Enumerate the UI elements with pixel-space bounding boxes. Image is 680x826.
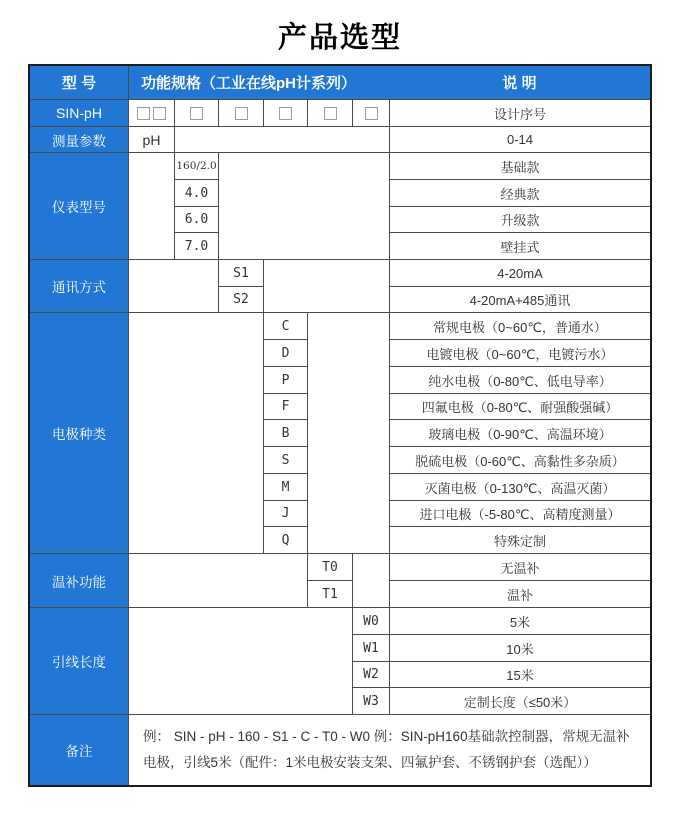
- desc-cell: 升级款: [389, 206, 650, 232]
- serial-checkbox-cell: [218, 99, 263, 126]
- code-cell: 6.0: [174, 206, 218, 232]
- empty-cell: [218, 152, 389, 259]
- checkbox-icon: [190, 107, 203, 120]
- desc-cell: 4-20mA+485通讯: [389, 286, 650, 312]
- desc-cell: 进口电极（-5-80℃、高精度测量）: [389, 500, 650, 526]
- section-label-param: 测量参数: [30, 126, 128, 152]
- section-label-comm: 通讯方式: [30, 259, 128, 312]
- code-cell: M: [263, 473, 307, 500]
- empty-cell: [128, 259, 218, 312]
- section-label-temp: 温补功能: [30, 553, 128, 607]
- code-cell: 4.0: [174, 179, 218, 206]
- empty-cell: [128, 607, 352, 714]
- desc-cell: 定制长度（≤50米）: [389, 687, 650, 714]
- code-cell: Q: [263, 526, 307, 553]
- checkbox-icon: [137, 107, 150, 120]
- desc-cell: 4-20mA: [389, 259, 650, 286]
- note-text-cell: [128, 714, 650, 785]
- desc-cell: 壁挂式: [389, 232, 650, 259]
- note-line-2: 电极，引线5米（配件：1米电极安装支架、四氟护套、不锈钢护套（选配））: [143, 755, 597, 770]
- code-cell: W1: [352, 634, 389, 661]
- serial-checkbox-cell: [352, 99, 389, 126]
- code-cell: S2: [218, 286, 263, 312]
- checkbox-icon: [365, 107, 378, 120]
- code-cell: W0: [352, 607, 389, 634]
- code-cell: C: [263, 312, 307, 339]
- empty-cell: [307, 312, 389, 553]
- desc-cell: 0-14: [389, 126, 650, 152]
- code-cell: 7.0: [174, 232, 218, 259]
- empty-cell: [174, 126, 389, 152]
- code-cell: T1: [307, 580, 352, 607]
- desc-cell: 常规电极（0~60℃，普通水）: [389, 312, 650, 339]
- desc-cell: 玻璃电极（0-90℃、高温环境）: [389, 419, 650, 446]
- section-label-electrode: 电极种类: [30, 312, 128, 553]
- desc-cell: 15米: [389, 661, 650, 687]
- desc-cell: 5米: [389, 607, 650, 634]
- desc-cell: 经典款: [389, 179, 650, 206]
- desc-cell: 10米: [389, 634, 650, 661]
- checkbox-icon: [324, 107, 337, 120]
- empty-cell: [128, 152, 174, 259]
- param-value: pH: [128, 126, 174, 152]
- code-cell: S1: [218, 259, 263, 286]
- desc-cell: 基础款: [389, 152, 650, 179]
- code-cell: J: [263, 500, 307, 526]
- model-name: SIN-pH: [30, 99, 128, 126]
- desc-cell: 温补: [389, 580, 650, 607]
- serial-checkbox-cell: [128, 99, 174, 126]
- code-cell: F: [263, 393, 307, 419]
- checkbox-icon: [235, 107, 248, 120]
- note-line-1: 例： SIN - pH - 160 - S1 - C - T0 - W0 例：SIN-pH160基础款控制器，常规无温补: [143, 728, 630, 744]
- empty-cell: [263, 259, 389, 312]
- desc-cell: 灭菌电极（0-130℃、高温灭菌）: [389, 473, 650, 500]
- checkbox-icon: [153, 107, 166, 120]
- desc-cell: 电镀电极（0~60℃，电镀污水）: [389, 339, 650, 366]
- code-cell: 160/2.0: [174, 152, 218, 179]
- empty-cell: [128, 553, 307, 607]
- desc-cell: 无温补: [389, 553, 650, 580]
- code-cell: S: [263, 446, 307, 473]
- code-cell: B: [263, 419, 307, 446]
- header-spec: 功能规格（工业在线pH计系列）: [128, 66, 389, 99]
- desc-cell: 脱硫电极（0-60℃、高黏性多杂质）: [389, 446, 650, 473]
- code-cell: D: [263, 339, 307, 366]
- header-desc: 说 明: [389, 66, 650, 99]
- code-cell: P: [263, 366, 307, 393]
- code-cell: T0: [307, 553, 352, 580]
- empty-cell: [128, 312, 263, 553]
- serial-checkbox-cell: [307, 99, 352, 126]
- desc-cell: 四氟电极（0-80℃、耐强酸强碱）: [389, 393, 650, 419]
- serial-checkbox-cell: [263, 99, 307, 126]
- desc-cell: 特殊定制: [389, 526, 650, 553]
- checkbox-icon: [279, 107, 292, 120]
- product-selection-table: [28, 64, 652, 787]
- code-cell: W2: [352, 661, 389, 687]
- desc-cell: 设计序号: [389, 99, 650, 126]
- section-label-meter: 仪表型号: [30, 152, 128, 259]
- serial-checkbox-cell: [174, 99, 218, 126]
- header-model: 型 号: [30, 66, 128, 99]
- section-label-note: 备注: [30, 714, 128, 785]
- section-label-wire: 引线长度: [30, 607, 128, 714]
- code-cell: W3: [352, 687, 389, 714]
- empty-cell: [352, 553, 389, 607]
- desc-cell: 纯水电极（0-80℃、低电导率）: [389, 366, 650, 393]
- page-title: 产品选型: [277, 22, 402, 54]
